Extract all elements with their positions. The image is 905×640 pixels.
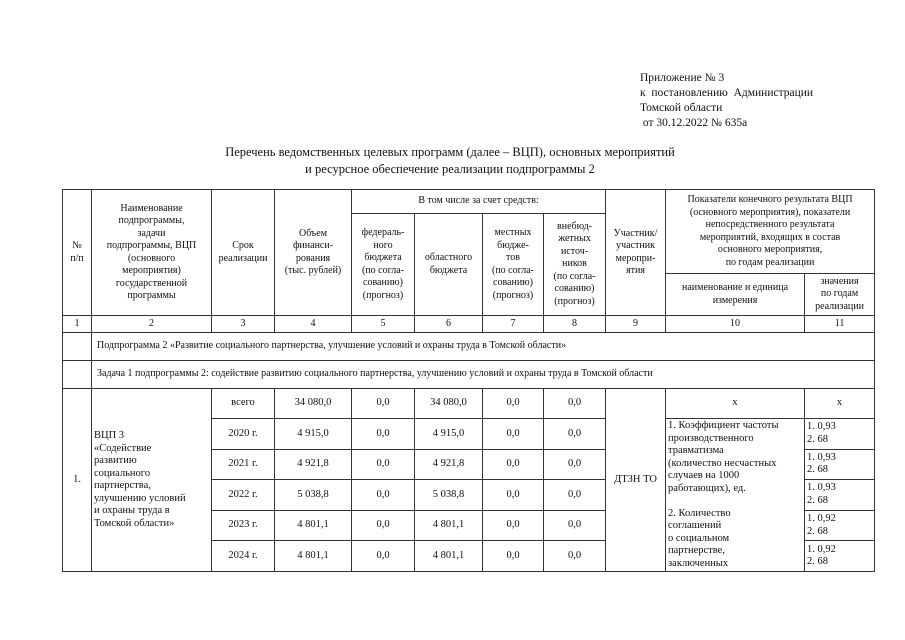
row-extra: 0,0 [544, 510, 606, 541]
row-regional: 4 801,1 [415, 510, 483, 541]
header-term: Срок реализации [212, 190, 275, 316]
title-line: и ресурсное обеспечение реализации подпрограммы 2 [305, 162, 595, 176]
appendix-line: от 30.12.2022 № 635а [640, 117, 748, 129]
header-indicator-name: наименование и единица измерения [666, 274, 805, 316]
col-number: 8 [544, 316, 606, 333]
appendix-line: Приложение № 3 [640, 72, 725, 84]
title-line: Перечень ведомственных целевых программ (далее – ВЦП), основных мероприятий [225, 145, 675, 159]
row-indicator-values: 1. 0,92 2. 68 [805, 541, 875, 572]
item-number: 1. [63, 389, 92, 572]
row-volume: 5 038,8 [275, 480, 352, 511]
row-extra: 0,0 [544, 541, 606, 572]
header-regional: областного бюджета [415, 214, 483, 316]
header-indicator-values: значения по годам реализации [805, 274, 875, 316]
row-local: 0,0 [483, 510, 544, 541]
row-volume: 4 801,1 [275, 541, 352, 572]
row-indicator-values: 1. 0,93 2. 68 [805, 480, 875, 511]
row-indicator-values: 1. 0,93 2. 68 [805, 449, 875, 480]
row-extra: 0,0 [544, 449, 606, 480]
row-volume: 4 921,8 [275, 449, 352, 480]
header-federal: федераль- ного бюджета (по согла- сованию) (прогноз) [352, 214, 415, 316]
row-indicator-values: х [805, 389, 875, 419]
col-number: 3 [212, 316, 275, 333]
row-term: 2022 г. [212, 480, 275, 511]
row-term: 2024 г. [212, 541, 275, 572]
item-name: ВЦП 3 «Содействие развитию социального партнерства, улучшению условий и охраны труда в Томской области» [92, 389, 212, 572]
row-extra: 0,0 [544, 480, 606, 511]
header-indicators: Показатели конечного результата ВЦП (основного мероприятия), показатели непосредственного результата мероприятий, входящих в состав основного мероприятия, по годам реализации [666, 190, 875, 274]
row-federal: 0,0 [352, 389, 415, 419]
item-indicator-names: 1. Коэффициент частоты производственного травматизма (количество несчастных случаев на 1000 работающих), ед. 2. Количество соглашений о социальном партнерстве, заключенных [666, 419, 805, 572]
row-regional: 5 038,8 [415, 480, 483, 511]
row-term: 2023 г. [212, 510, 275, 541]
col-number: 1 [63, 316, 92, 333]
row-volume: 4 801,1 [275, 510, 352, 541]
header-participant: Участник/ участник меропри- ятия [606, 190, 666, 316]
row-federal: 0,0 [352, 541, 415, 572]
col-number: 2 [92, 316, 212, 333]
row-local: 0,0 [483, 389, 544, 419]
row-extra: 0,0 [544, 419, 606, 450]
row-local: 0,0 [483, 541, 544, 572]
row-regional: 34 080,0 [415, 389, 483, 419]
header-name: Наименование подпрограммы, задачи подпрограммы, ВЦП (основного мероприятия) государственной программы [92, 190, 212, 316]
row-local: 0,0 [483, 449, 544, 480]
row-regional: 4 801,1 [415, 541, 483, 572]
row-term: 2020 г. [212, 419, 275, 450]
row-indicator-values: 1. 0,92 2. 68 [805, 510, 875, 541]
col-number: 4 [275, 316, 352, 333]
program-table [62, 189, 875, 572]
header-extra: внебюд- жетных источ- ников (по согла- сованию) (прогноз) [544, 214, 606, 316]
row-volume: 4 915,0 [275, 419, 352, 450]
row-indicator-values: 1. 0,93 2. 68 [805, 419, 875, 450]
header-local: местных бюдже- тов (по согла- сованию) (прогноз) [483, 214, 544, 316]
column-numbers-row [63, 316, 875, 333]
row-extra: 0,0 [544, 389, 606, 419]
header-including: В том числе за счет средств: [352, 190, 606, 214]
col-number: 6 [415, 316, 483, 333]
appendix-block [640, 71, 813, 131]
task-row: Задача 1 подпрограммы 2: содействие развитию социального партнерства, улучшению условий и охраны труда в Томской области [92, 361, 875, 389]
row-local: 0,0 [483, 419, 544, 450]
header-volume: Объем финанси- рования (тыс. рублей) [275, 190, 352, 316]
document-title [120, 144, 780, 178]
appendix-line: к постановлению Администрации [640, 87, 814, 99]
row-indicator-name: х [666, 389, 805, 419]
row-local: 0,0 [483, 480, 544, 511]
row-volume: 34 080,0 [275, 389, 352, 419]
col-number: 7 [483, 316, 544, 333]
row-federal: 0,0 [352, 510, 415, 541]
item-participant: ДТЗН ТО [606, 389, 666, 572]
row-federal: 0,0 [352, 449, 415, 480]
col-number: 11 [805, 316, 875, 333]
col-number: 5 [352, 316, 415, 333]
row-regional: 4 915,0 [415, 419, 483, 450]
row-federal: 0,0 [352, 480, 415, 511]
col-number: 9 [606, 316, 666, 333]
appendix-line: Томской области [640, 102, 723, 114]
header-num: № п/п [63, 190, 92, 316]
subprogram-row: Подпрограмма 2 «Развитие социального партнерства, улучшение условий и охраны труда в Томской области» [92, 333, 875, 361]
row-term: всего [212, 389, 275, 419]
col-number: 10 [666, 316, 805, 333]
row-federal: 0,0 [352, 419, 415, 450]
row-term: 2021 г. [212, 449, 275, 480]
row-regional: 4 921,8 [415, 449, 483, 480]
